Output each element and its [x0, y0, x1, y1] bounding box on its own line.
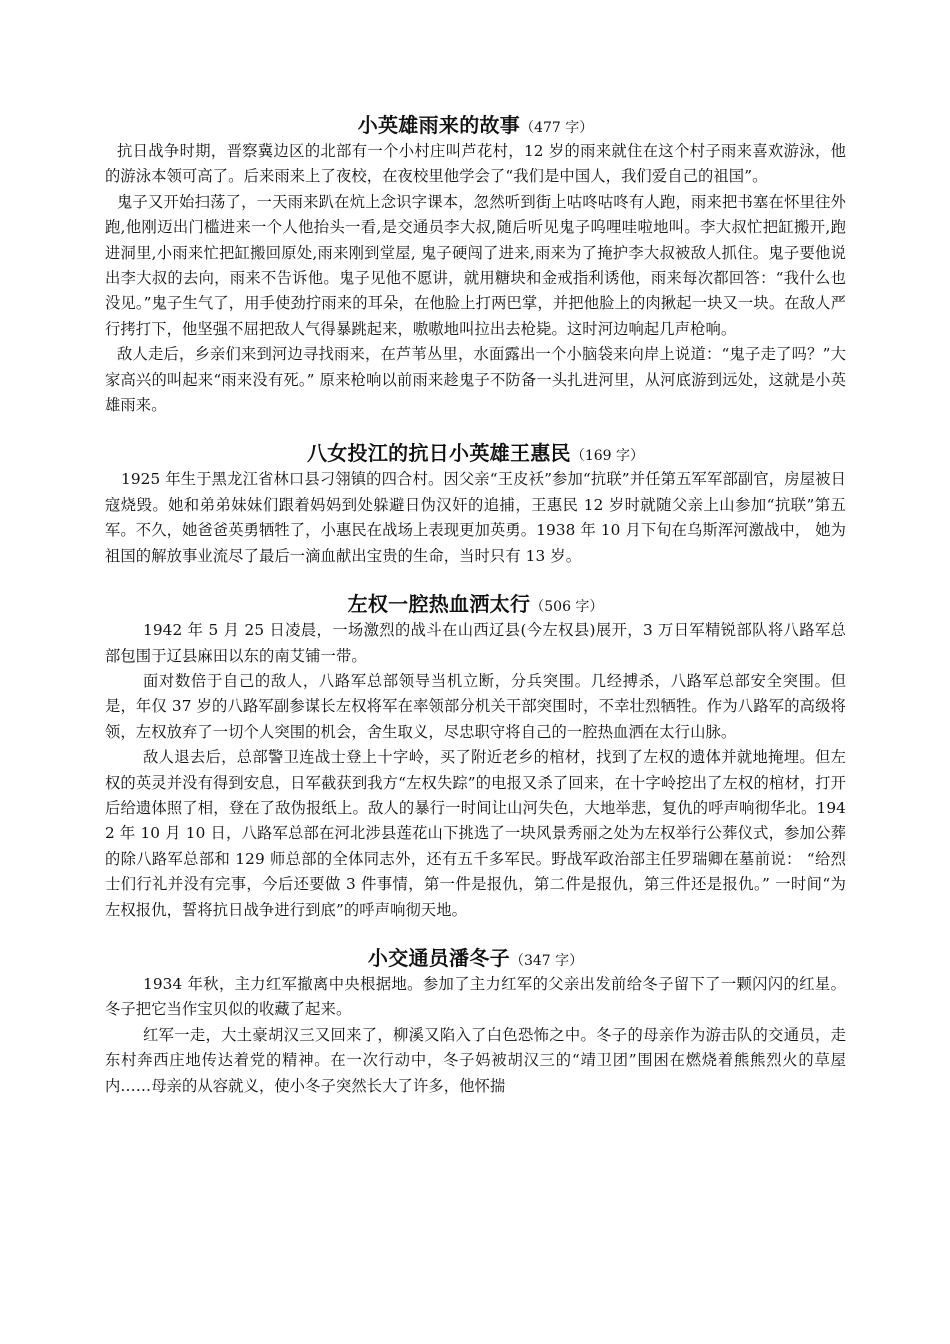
story-wang-huimin [105, 440, 846, 569]
paragraph: 红军一走，大土豪胡汉三又回来了，柳溪又陷入了白色恐怖之中。冬子的母亲作为游击队的交通员，走东村奔西庄地传达着党的精神。在一次行动中，冬子妈被胡汉三的“靖卫团”围困在燃烧着熊熊烈火的草屋内……母亲的从容就义，使小冬子突然长大了许多，他怀揣 [105, 1025, 846, 1095]
paragraph: 敌人走后，乡亲们来到河边寻找雨来，在芦苇丛里，水面露出一个小脑袋来向岸上说道：“鬼子走了吗？”大家高兴的叫起来“雨来没有死。” 原来枪响以前雨来趁鬼子不防备一头扎进河里，从河底游到远处，这就是小英雄雨来。 [105, 345, 846, 415]
title-text: 八女投江的抗日小英雄王惠民 [306, 441, 571, 466]
section-spacer [105, 418, 846, 440]
section-title [105, 945, 846, 971]
section-spacer [105, 569, 846, 591]
story-pan-dongzi [105, 945, 846, 1099]
section-title [105, 112, 846, 138]
story-zuo-quan [105, 591, 846, 923]
paragraph: 鬼子又开始扫荡了，一天雨来趴在炕上念识字课本，忽然听到街上咕咚咕咚有人跑，雨来把书塞在怀里往外跑,他刚迈出门槛进来一个人他抬头一看,是交通员李大叔,随后听见鬼子呜哩哇啦地叫。李大叔忙把缸搬开,跑进洞里,小雨来忙把缸搬回原处,雨来刚到堂屋, 鬼子硬闯了进来,雨来为了掩护李大叔被敌人抓住。鬼子要他说出李大叔的去向，雨来不告诉他。鬼子见他不愿讲，就用糖块和金戒指利诱他，雨来每次都回答：“我什么也没见。”鬼子生气了，用手使劲拧雨来的耳朵，在他脸上打两巴掌，并把他脸上的肉揪起一块又一块。在敌人严行拷打下，他坚强不屈把敌人气得暴跳起来，嗷嗷地叫拉出去枪毙。这时河边响起几声枪响。 [105, 192, 846, 338]
story-yulai [105, 112, 846, 418]
paragraph: 1942 年 5 月 25 日凌晨，一场激烈的战斗在山西辽县(今左权县)展开，3 万日军精锐部队将八路军总部包围于辽县麻田以东的南艾铺一带。 [105, 621, 846, 665]
word-count: （477 字） [520, 120, 594, 136]
paragraph: 面对数倍于自己的敌人，八路军总部领导当机立断，分兵突围。几经搏杀，八路军总部安全突围。但是，年仅 37 岁的八路军副参谋长左权将军在率领部分机关干部突围时，不幸壮烈牺牲。作为八路军的高级将领，左权放弃了一切个人突围的机会，舍生取义，尽忠职守将自己的一腔热血洒在太行山脉。 [105, 671, 846, 741]
paragraph: 1925 年生于黑龙江省林口县刁翎镇的四合村。因父亲“王皮袄”参加“抗联”并任第五军军部副官，房屋被日寇烧毁。她和弟弟妹妹们跟着妈妈到处躲避日伪汉奸的追捕，王惠民 12 岁时就随父亲上山参加“抗联”第五军。不久，她爸爸英勇牺牲了，小惠民在战场上表现更加英勇。1938 年 10 月下旬在乌斯浑河激战中， 她为祖国的解放事业流尽了最后一滴血献出宝贵的生命，当时只有 13 岁。 [105, 470, 846, 565]
title-text: 小英雄雨来的故事 [357, 113, 521, 137]
title-text: 左权一腔热血洒太行 [347, 592, 531, 617]
paragraph: 抗日战争时期，晋察冀边区的北部有一个小村庄叫芦花村，12 岁的雨来就住在这个村子雨来喜欢游泳，他的游泳本领可高了。后来雨来上了夜校，在夜校里他学会了“我们是中国人，我们爱自己的祖国”。 [105, 142, 846, 186]
section-title [105, 440, 846, 466]
section-spacer [105, 923, 846, 945]
word-count: （169 字） [570, 448, 645, 465]
word-count: （506 字） [530, 599, 604, 616]
word-count: （347 字） [509, 952, 584, 969]
section-title [105, 591, 846, 617]
paragraph: 1934 年秋，主力红军撤离中央根据地。参加了主力红军的父亲出发前给冬子留下了一颗闪闪的红星。冬子把它当作宝贝似的收藏了起来。 [105, 974, 846, 1019]
paragraph: 敌人退去后，总部警卫连战士登上十字岭，买了附近老乡的棺材，找到了左权的遗体并就地掩埋。但左权的英灵并没有得到安息，日军截获到我方“左权失踪”的电报又杀了回来，在十字岭挖出了左权的棺材，打开后给遗体照了相，登在了敌伪报纸上。敌人的暴行一时间让山河失色，大地举悲，复仇的呼声响彻华北。1942 年 10 月 10 日，八路军总部在河北涉县莲花山下挑选了一块风景秀丽之处为左权举行公葬仪式，参加公葬的除八路军总部和 129 师总部的全体同志外，还有五千多军民。野战军政治部主任罗瑞卿在墓前说： “给烈士们行礼并没有完事，今后还要做 3 件事情，第一件是报仇，第二件是报仇，第三件还是报仇。” 一时间“为左权报仇，誓将抗日战争进行到底”的呼声响彻天地。 [105, 748, 846, 919]
title-text: 小交通员潘冬子 [367, 945, 510, 970]
